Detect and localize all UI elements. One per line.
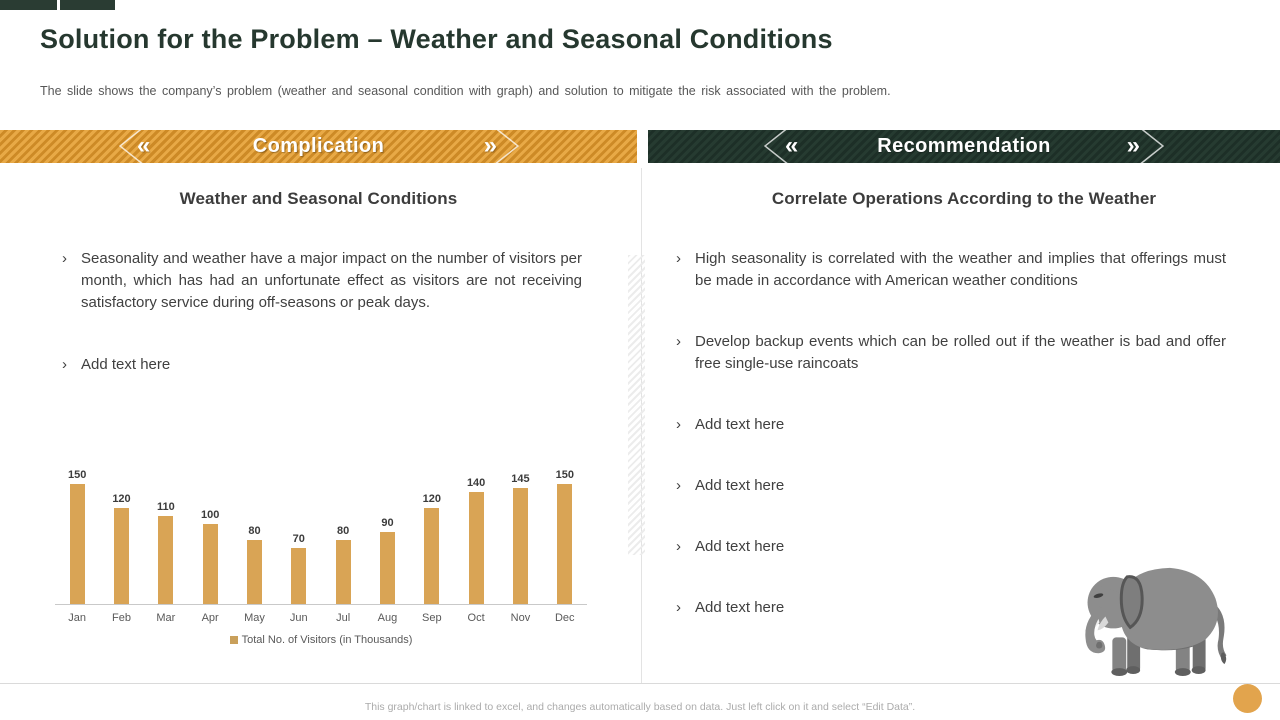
bullet-marker: › xyxy=(676,333,681,350)
bar-value-label: 150 xyxy=(67,469,87,481)
bullet-item xyxy=(62,248,582,314)
bullet-marker: › xyxy=(676,599,681,616)
x-axis-tick-label: May xyxy=(244,612,265,624)
x-axis-tick-label: Oct xyxy=(467,612,485,624)
bar-value-label: 145 xyxy=(511,473,530,485)
chart-bar xyxy=(158,516,173,604)
bar-value-label: 120 xyxy=(422,493,441,505)
x-axis-tick-label: Nov xyxy=(510,612,531,624)
chart-column xyxy=(543,454,587,604)
chart-bar xyxy=(291,548,306,604)
page-title: Solution for the Problem – Weather and Seasonal Conditions xyxy=(40,24,833,54)
x-axis-labels xyxy=(55,605,587,624)
chevron-left-icon: « xyxy=(785,131,799,159)
chevron-right-icon: » xyxy=(1126,131,1140,159)
bar-value-label: 90 xyxy=(381,517,394,529)
bar-value-label: 70 xyxy=(292,533,305,545)
column-divider-hatch xyxy=(628,255,645,555)
chart-column xyxy=(365,454,409,604)
x-axis-tick-label: Apr xyxy=(201,612,219,624)
x-axis-tick-label: Jun xyxy=(289,612,308,624)
x-axis-tick-label: Aug xyxy=(377,612,398,624)
bullet-text: Develop backup events which can be rolled out if the weather is bad and offer free single-use raincoats xyxy=(695,333,1226,372)
recommendation-banner xyxy=(648,130,1280,163)
complication-banner xyxy=(0,130,637,163)
chart-column xyxy=(321,454,365,604)
chart-bar xyxy=(203,524,218,604)
bullet-item xyxy=(676,248,1226,292)
chart-column xyxy=(277,454,321,604)
chart-column xyxy=(144,454,188,604)
bullet-item-placeholder[interactable] xyxy=(676,475,1226,497)
bullet-item xyxy=(676,331,1226,375)
slide-subtitle: The slide shows the company’s problem (weather and seasonal condition with graph) and solution to mitigate the risk associated with the problem. xyxy=(40,84,891,98)
elephant-illustration xyxy=(1075,555,1235,679)
chart-column xyxy=(55,454,99,604)
complication-banner-label: Complication xyxy=(252,134,385,157)
chart-column xyxy=(232,454,276,604)
chevron-right-icon: » xyxy=(483,131,497,159)
chart-bar xyxy=(114,508,129,604)
chart-bar xyxy=(336,540,351,604)
chevron-left-icon: « xyxy=(137,131,151,159)
bar-value-label: 140 xyxy=(466,477,486,489)
bullet-item-placeholder[interactable] xyxy=(676,414,1226,436)
bullet-text: Add text here xyxy=(695,416,785,433)
bullet-marker: › xyxy=(676,477,681,494)
footer-divider xyxy=(0,683,1280,684)
chart-column xyxy=(99,454,143,604)
x-axis-tick-label: Mar xyxy=(156,612,176,624)
bar-value-label: 110 xyxy=(156,501,175,513)
visitors-bar-chart[interactable] xyxy=(55,454,587,646)
chart-bar xyxy=(247,540,262,604)
slide-tab-decoration-1 xyxy=(0,0,57,10)
bullet-text: Add text here xyxy=(695,599,785,616)
chart-column xyxy=(410,454,454,604)
bullet-marker: › xyxy=(676,538,681,555)
bullet-marker: › xyxy=(676,250,681,267)
bullet-marker: › xyxy=(676,416,681,433)
recommendation-banner-label: Recommendation xyxy=(877,134,1051,157)
complication-heading: Weather and Seasonal Conditions xyxy=(179,189,458,208)
x-axis-tick-label: Sep xyxy=(422,612,442,624)
x-axis-tick-label: Jul xyxy=(336,612,351,624)
orange-dot-decoration xyxy=(1233,684,1262,713)
slide-tab-decoration-2 xyxy=(60,0,115,10)
bar-chart-plot xyxy=(55,454,587,604)
bullet-text: High seasonality is correlated with the weather and implies that offerings must be made in accordance with American weather conditions xyxy=(695,250,1226,289)
chart-column xyxy=(454,454,498,604)
chart-bar xyxy=(513,488,528,604)
bar-value-label: 100 xyxy=(200,509,220,521)
chart-bar xyxy=(380,532,395,604)
bar-value-label: 120 xyxy=(112,493,131,505)
chart-legend xyxy=(55,634,587,646)
bullet-item-placeholder[interactable] xyxy=(62,354,582,376)
chart-column xyxy=(188,454,232,604)
legend-swatch xyxy=(230,636,238,644)
chart-bar xyxy=(557,484,572,604)
legend-label: Total No. of Visitors (in Thousands) xyxy=(241,634,413,646)
bullet-text: Add text here xyxy=(81,356,171,373)
x-axis-tick-label: Feb xyxy=(112,612,131,624)
chart-bar xyxy=(469,492,484,604)
chart-bar xyxy=(424,508,439,604)
bullet-marker: › xyxy=(62,356,67,373)
chart-column xyxy=(498,454,542,604)
bar-value-label: 150 xyxy=(555,469,574,481)
bullet-text: Seasonality and weather have a major impact on the number of visitors per month, which has had an unfortunate effect as visitors are not receiving satisfactory service during off-seasons or peak days. xyxy=(81,250,582,311)
bullet-text: Add text here xyxy=(695,538,785,555)
footer-note: This graph/chart is linked to excel, and changes automatically based on data. Just left click on it and select “Edit Data”. xyxy=(364,701,916,713)
bar-value-label: 80 xyxy=(248,525,261,537)
complication-bullet-list xyxy=(62,248,582,416)
chart-bar xyxy=(70,484,85,604)
x-axis-tick-label: Dec xyxy=(554,612,575,624)
x-axis-tick-label: Jan xyxy=(68,612,87,624)
bullet-marker: › xyxy=(62,250,67,267)
bullet-text: Add text here xyxy=(695,477,785,494)
bar-value-label: 80 xyxy=(337,525,350,537)
recommendation-heading: Correlate Operations According to the Weather xyxy=(771,189,1157,208)
